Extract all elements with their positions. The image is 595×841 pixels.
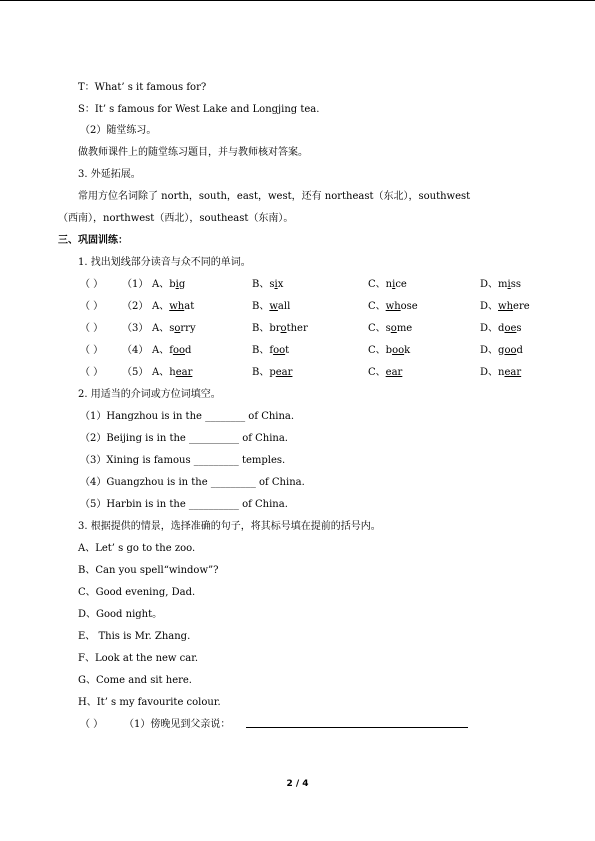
word-part: g <box>498 345 505 356</box>
word-part: g <box>178 279 186 290</box>
option-text: G、Come and sit here. <box>78 675 192 686</box>
q1-row <box>0 298 595 316</box>
underlined-letters: oo <box>504 345 517 356</box>
q2-item <box>0 452 595 470</box>
underlined-letters: oe <box>504 323 517 334</box>
choice-a <box>152 276 185 294</box>
q1-row <box>0 364 595 382</box>
item-prompt: （1）傍晚见到父亲说： <box>124 719 231 730</box>
word-part: C、 <box>368 279 386 290</box>
choice-a <box>152 364 192 382</box>
choice-d <box>480 342 523 360</box>
q2-item <box>0 430 595 448</box>
word-part: A、 <box>152 279 170 290</box>
choice-b <box>252 320 308 338</box>
q3-option <box>0 540 595 558</box>
fill-blank-item: （4）Guangzhou is in the _________ of China. <box>80 477 305 488</box>
word-part: B、 <box>252 301 270 312</box>
fill-blank-item: （2）Beijing is in the __________ of China. <box>80 433 288 444</box>
choice-c <box>368 276 407 294</box>
answer-bracket[interactable]: （ ） <box>80 345 104 356</box>
word-part: f <box>269 345 274 356</box>
word-part: s <box>169 323 175 334</box>
word-part: A、 <box>152 301 170 312</box>
underlined-letters: i <box>175 279 179 290</box>
word-part: s <box>269 279 275 290</box>
item-number: （2） <box>122 301 149 312</box>
word-part: B、 <box>252 279 270 290</box>
word-part: A、 <box>152 323 170 334</box>
word-part: ce <box>395 279 407 290</box>
word-part: x <box>277 279 284 290</box>
word-part: br <box>269 323 281 334</box>
option-text: F、Look at the new car. <box>78 653 199 664</box>
section-heading <box>0 232 595 250</box>
word-part: A、 <box>152 345 170 356</box>
word-part: h <box>169 367 176 378</box>
text-line: T：What’ s it famous for? <box>78 82 207 93</box>
underlined-letters: o <box>390 323 397 334</box>
choice-c <box>368 298 418 316</box>
extension-text-1 <box>0 188 595 206</box>
word-part: ther <box>286 323 308 334</box>
word-part: d <box>184 345 192 356</box>
word-part: C、 <box>368 367 386 378</box>
underlined-letters: wh <box>498 301 514 312</box>
underlined-letters: o <box>280 323 287 334</box>
word-part: C、 <box>368 323 386 334</box>
question-title: 2. 用适当的介词或方位词填空。 <box>78 389 221 400</box>
choice-d <box>480 298 530 316</box>
choice-a <box>152 320 196 338</box>
choice-a <box>152 298 194 316</box>
q1-title <box>0 254 595 272</box>
underlined-letters: oo <box>172 345 185 356</box>
choice-c <box>368 364 402 382</box>
answer-bracket[interactable]: （ ） <box>80 323 104 334</box>
q3-option <box>0 650 595 668</box>
question-title: 3. 根据提供的情景，选择准确的句子，将其标号填在提前的括号内。 <box>78 521 381 532</box>
q2-item <box>0 408 595 426</box>
q3-option <box>0 672 595 690</box>
text-line: S：It’ s famous for West Lake and Longjing tea. <box>78 104 320 115</box>
text-line: （西南），northwest（西北），southeast（东南）。 <box>58 213 294 224</box>
word-part: s <box>516 323 522 334</box>
q3-option <box>0 606 595 624</box>
underlined-letters: ear <box>275 367 293 378</box>
option-text: E、 This is Mr. Zhang. <box>78 631 191 642</box>
word-part: D、 <box>480 279 499 290</box>
extension-text-2 <box>0 210 595 228</box>
q1-row <box>0 320 595 338</box>
subsection-practice <box>0 122 595 140</box>
fill-blank-item: （1）Hangzhou is in the ________ of China. <box>80 411 295 422</box>
underlined-letters: i <box>274 279 278 290</box>
q1-row <box>0 342 595 360</box>
underlined-letters: ear <box>175 367 193 378</box>
q3-option <box>0 694 595 712</box>
word-part: b <box>385 345 393 356</box>
choice-d <box>480 364 521 382</box>
word-part: p <box>269 367 276 378</box>
underlined-letters: wh <box>385 301 401 312</box>
text-line: 常用方位名词除了 north，south，east，west，还有 northeast（东北），southwest <box>78 191 471 202</box>
word-part: D、 <box>480 323 499 334</box>
word-part: ss <box>510 279 521 290</box>
choice-c <box>368 320 412 338</box>
underlined-letters: wh <box>169 301 185 312</box>
word-part: m <box>498 279 508 290</box>
option-text: A、Let’ s go to the zoo. <box>78 543 196 554</box>
fill-blank-item: （3）Xining is famous _________ temples. <box>80 455 286 466</box>
word-part: ere <box>513 301 530 312</box>
q3-option <box>0 584 595 602</box>
choice-d <box>480 320 522 338</box>
option-text: B、Can you spell“window”? <box>78 565 219 576</box>
word-part: f <box>169 345 173 356</box>
word-part: D、 <box>480 367 499 378</box>
choice-b <box>252 276 283 294</box>
q2-title <box>0 386 595 404</box>
word-part: t <box>285 345 290 356</box>
text-line: 做教师课件上的随堂练习题目，并与教师核对答案。 <box>78 147 308 158</box>
answer-bracket[interactable]: （ ） <box>80 279 104 290</box>
dialogue-line-s <box>0 101 595 119</box>
q3-option <box>0 562 595 580</box>
text-line: （2）随堂练习。 <box>80 125 157 136</box>
underlined-letters: i <box>507 279 511 290</box>
word-part: rry <box>180 323 196 334</box>
word-part: B、 <box>252 345 270 356</box>
q2-item <box>0 496 595 514</box>
word-part: k <box>404 345 411 356</box>
question-title: 1. 找出划线部分读音与众不同的单词。 <box>78 257 251 268</box>
section-title: 三、巩固训练： <box>58 235 128 246</box>
underlined-letters: oo <box>392 345 405 356</box>
word-part: ose <box>400 301 418 312</box>
word-part: D、 <box>480 345 499 356</box>
choice-c <box>368 342 410 360</box>
item-number: （1） <box>122 279 149 290</box>
choice-b <box>252 342 289 360</box>
item-number: （5） <box>122 367 149 378</box>
word-part: C、 <box>368 301 386 312</box>
q2-item <box>0 474 595 492</box>
word-part: C、 <box>368 345 386 356</box>
word-part: b <box>169 279 176 290</box>
choice-d <box>480 276 521 294</box>
q3-option <box>0 628 595 646</box>
word-part: B、 <box>252 367 270 378</box>
subsection-extension <box>0 166 595 184</box>
answer-bracket[interactable]: （ ） <box>80 301 104 312</box>
underlined-letters: oo <box>273 345 286 356</box>
top-rule <box>0 0 595 1</box>
option-text: H、It’ s my favourite colour. <box>78 697 221 708</box>
underlined-letters: ear <box>504 367 522 378</box>
q3-item-1 <box>0 716 595 734</box>
page-number: 2 / 4 <box>286 779 309 789</box>
item-number: （3） <box>122 323 149 334</box>
word-part: d <box>516 345 523 356</box>
word-part: D、 <box>480 301 499 312</box>
choice-b <box>252 364 292 382</box>
practice-instruction <box>0 144 595 162</box>
underlined-letters: w <box>269 301 278 312</box>
underlined-letters: o <box>174 323 181 334</box>
answer-bracket[interactable]: （ ） <box>80 719 104 730</box>
q3-title <box>0 518 595 536</box>
choice-a <box>152 342 191 360</box>
dialogue-line-t <box>0 79 595 97</box>
word-part: B、 <box>252 323 270 334</box>
word-part: me <box>396 323 413 334</box>
word-part: s <box>385 323 391 334</box>
word-part: A、 <box>152 367 170 378</box>
word-part: d <box>498 323 505 334</box>
underlined-letters: i <box>392 279 396 290</box>
word-part: all <box>277 301 291 312</box>
fill-blank-item: （5）Harbin is in the __________ of China. <box>80 499 288 510</box>
q1-row <box>0 276 595 294</box>
answer-blank-line[interactable] <box>246 727 468 728</box>
word-part: n <box>385 279 393 290</box>
underlined-letters: ear <box>385 367 403 378</box>
word-part: n <box>498 367 505 378</box>
answer-bracket[interactable]: （ ） <box>80 367 104 378</box>
option-text: C、Good evening, Dad. <box>78 587 196 598</box>
option-text: D、Good night。 <box>78 609 163 620</box>
item-number: （4） <box>122 345 149 356</box>
choice-b <box>252 298 290 316</box>
text-line: 3. 外延拓展。 <box>78 169 141 180</box>
word-part: at <box>184 301 195 312</box>
